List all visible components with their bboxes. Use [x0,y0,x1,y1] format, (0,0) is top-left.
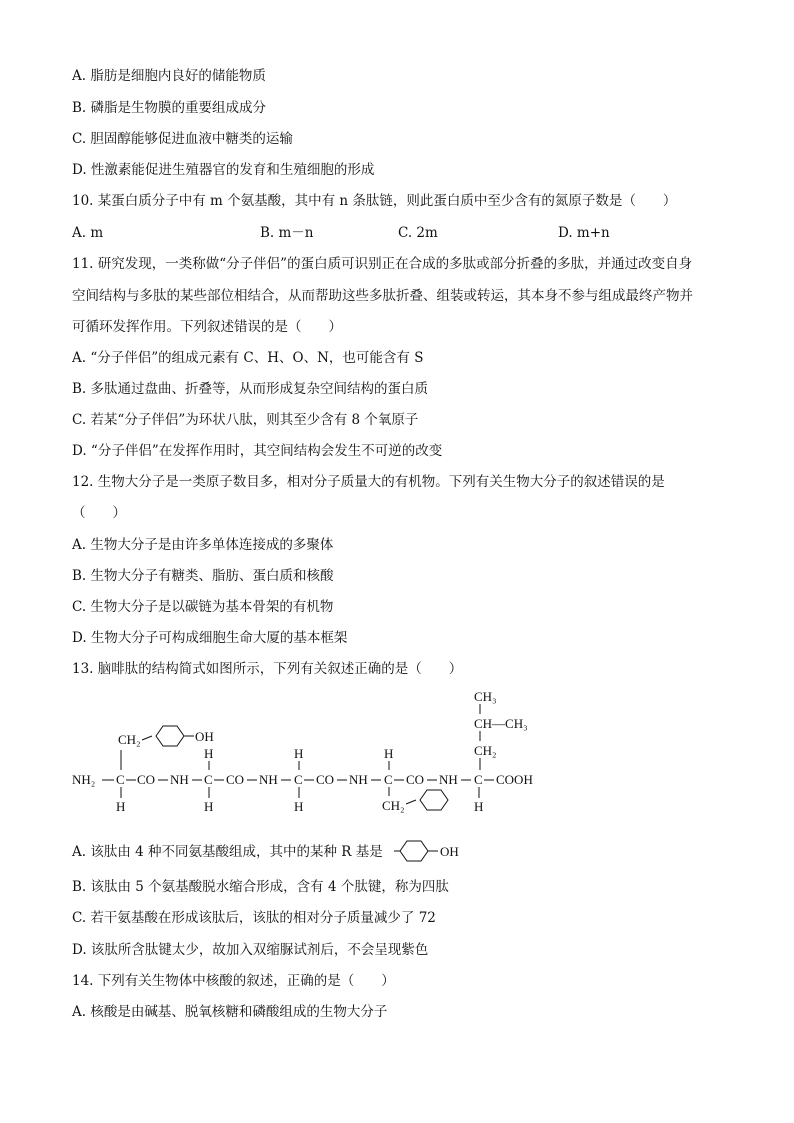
q11-stem-line-2: 空间结构与多肽的某些部位相结合，从而帮助这些多肽折叠、组装或转运，其本身不参与组成最终产物并 [72,288,693,304]
struct-nh-2: NH [259,772,278,787]
q14-option-a: A. 核酸是由碱基、脱氧核糖和磷酸组成的生物大分子 [72,1004,388,1020]
q10-option-d: D. m+n [558,225,610,241]
struct-c-5: C [474,772,483,787]
q11-stem-line-1: 11. 研究发现，一类称做“分子伴侣”的蛋白质可识别正在合成的多肽或部分折叠的多肽，并通过改变自身 [72,256,693,272]
struct-nh-1: NH [170,772,189,787]
q9-option-a: A. 脂肪是细胞内良好的储能物质 [72,68,266,84]
q13-stem: 13. 脑啡肽的结构简式如图所示，下列有关叙述正确的是（ ） [72,661,463,677]
q12-option-b: B. 生物大分子有糖类、脂肪、蛋白质和核酸 [72,568,334,584]
benzene-ring-2 [420,790,448,810]
q10-stem: 10. 某蛋白质分子中有 m 个氨基酸，其中有 n 条肽链，则此蛋白质中至少含有的氮原子数是（ ） [72,193,677,209]
benzene-ring-1 [156,726,184,746]
struct-h-5: H [294,799,304,814]
struct-h-4: H [294,746,304,761]
struct-ch-ch3: CH—CH₃ [474,716,528,731]
r-group-oh: OH [440,844,459,859]
phenol-r-group-diagram [394,838,464,864]
q9-option-d: D. 性激素能促进生殖器官的发育和生殖细胞的形成 [72,162,375,178]
struct-h-2: H [204,746,214,761]
struct-nh-3: NH [349,772,368,787]
q12-option-d: D. 生物大分子可构成细胞生命大厦的基本框架 [72,630,348,646]
struct-co-3: CO [316,772,335,787]
struct-co-2: CO [226,772,245,787]
struct-h-1: H [116,799,126,814]
struct-c-2: C [204,772,213,787]
struct-h-6: H [384,746,394,761]
q12-stem-line-2: （ ） [72,505,126,521]
q10-option-b: B. m－n [260,225,314,241]
struct-bond [406,800,416,804]
q10-option-c: C. 2m [398,225,438,241]
struct-bond [142,736,152,740]
struct-c-1: C [116,772,125,787]
q9-option-b: B. 磷脂是生物膜的重要组成成分 [72,100,267,116]
struct-ch2-3: CH₂ [474,743,497,758]
q13-option-c: C. 若干氨基酸在形成该肽后，该肽的相对分子质量减少了 72 [72,910,436,926]
struct-h-3: H [204,799,214,814]
q11-option-b: B. 多肽通过盘曲、折叠等，从而形成复杂空间结构的蛋白质 [72,381,429,397]
struct-h-7: H [474,799,484,814]
struct-c-3: C [294,772,303,787]
struct-c-4: C [384,772,393,787]
q11-stem-line-3: 可循环发挥作用。下列叙述错误的是（ ） [72,319,342,335]
q10-option-a: A. m [72,225,104,241]
q12-stem-line-1: 12. 生物大分子是一类原子数目多，相对分子质量大的有机物。下列有关生物大分子的叙述错误的是 [72,474,665,490]
struct-ch2-2: CH₂ [382,798,405,813]
struct-oh: OH [195,729,214,744]
struct-co-4: CO [406,772,425,787]
q11-option-a: A. “分子伴侣”的组成元素有 C、H、O、N，也可能含有 S [72,350,424,366]
q9-option-c: C. 胆固醇能够促进血液中糖类的运输 [72,131,293,147]
struct-cooh: COOH [496,772,533,787]
q13-option-d: D. 该肽所含肽键太少，故加入双缩脲试剂后，不会呈现紫色 [72,942,429,958]
q12-option-c: C. 生物大分子是以碳链为基本骨架的有机物 [72,599,334,615]
q14-stem: 14. 下列有关生物体中核酸的叙述，正确的是（ ） [72,973,395,989]
benzene-ring-3 [400,841,428,861]
q11-option-c: C. 若某“分子伴侣”为环状八肽，则其至少含有 8 个氧原子 [72,412,419,428]
q11-option-d: D. “分子伴侣”在发挥作用时，其空间结构会发生不可逆的改变 [72,443,443,459]
struct-ch2-1: CH₂ [118,732,141,747]
struct-ch3-top: CH₃ [474,689,497,704]
enkephalin-structure-diagram [70,688,550,816]
q12-option-a: A. 生物大分子是由许多单体连接成的多聚体 [72,537,334,553]
struct-co-1: CO [137,772,156,787]
struct-nh2: NH₂ [72,772,96,787]
struct-nh-4: NH [439,772,458,787]
q13-option-a: A. 该肽由 4 种不同氨基酸组成，其中的某种 R 基是 [72,844,383,860]
q13-option-b: B. 该肽由 5 个氨基酸脱水缩合形成，含有 4 个肽键，称为四肽 [72,879,449,895]
